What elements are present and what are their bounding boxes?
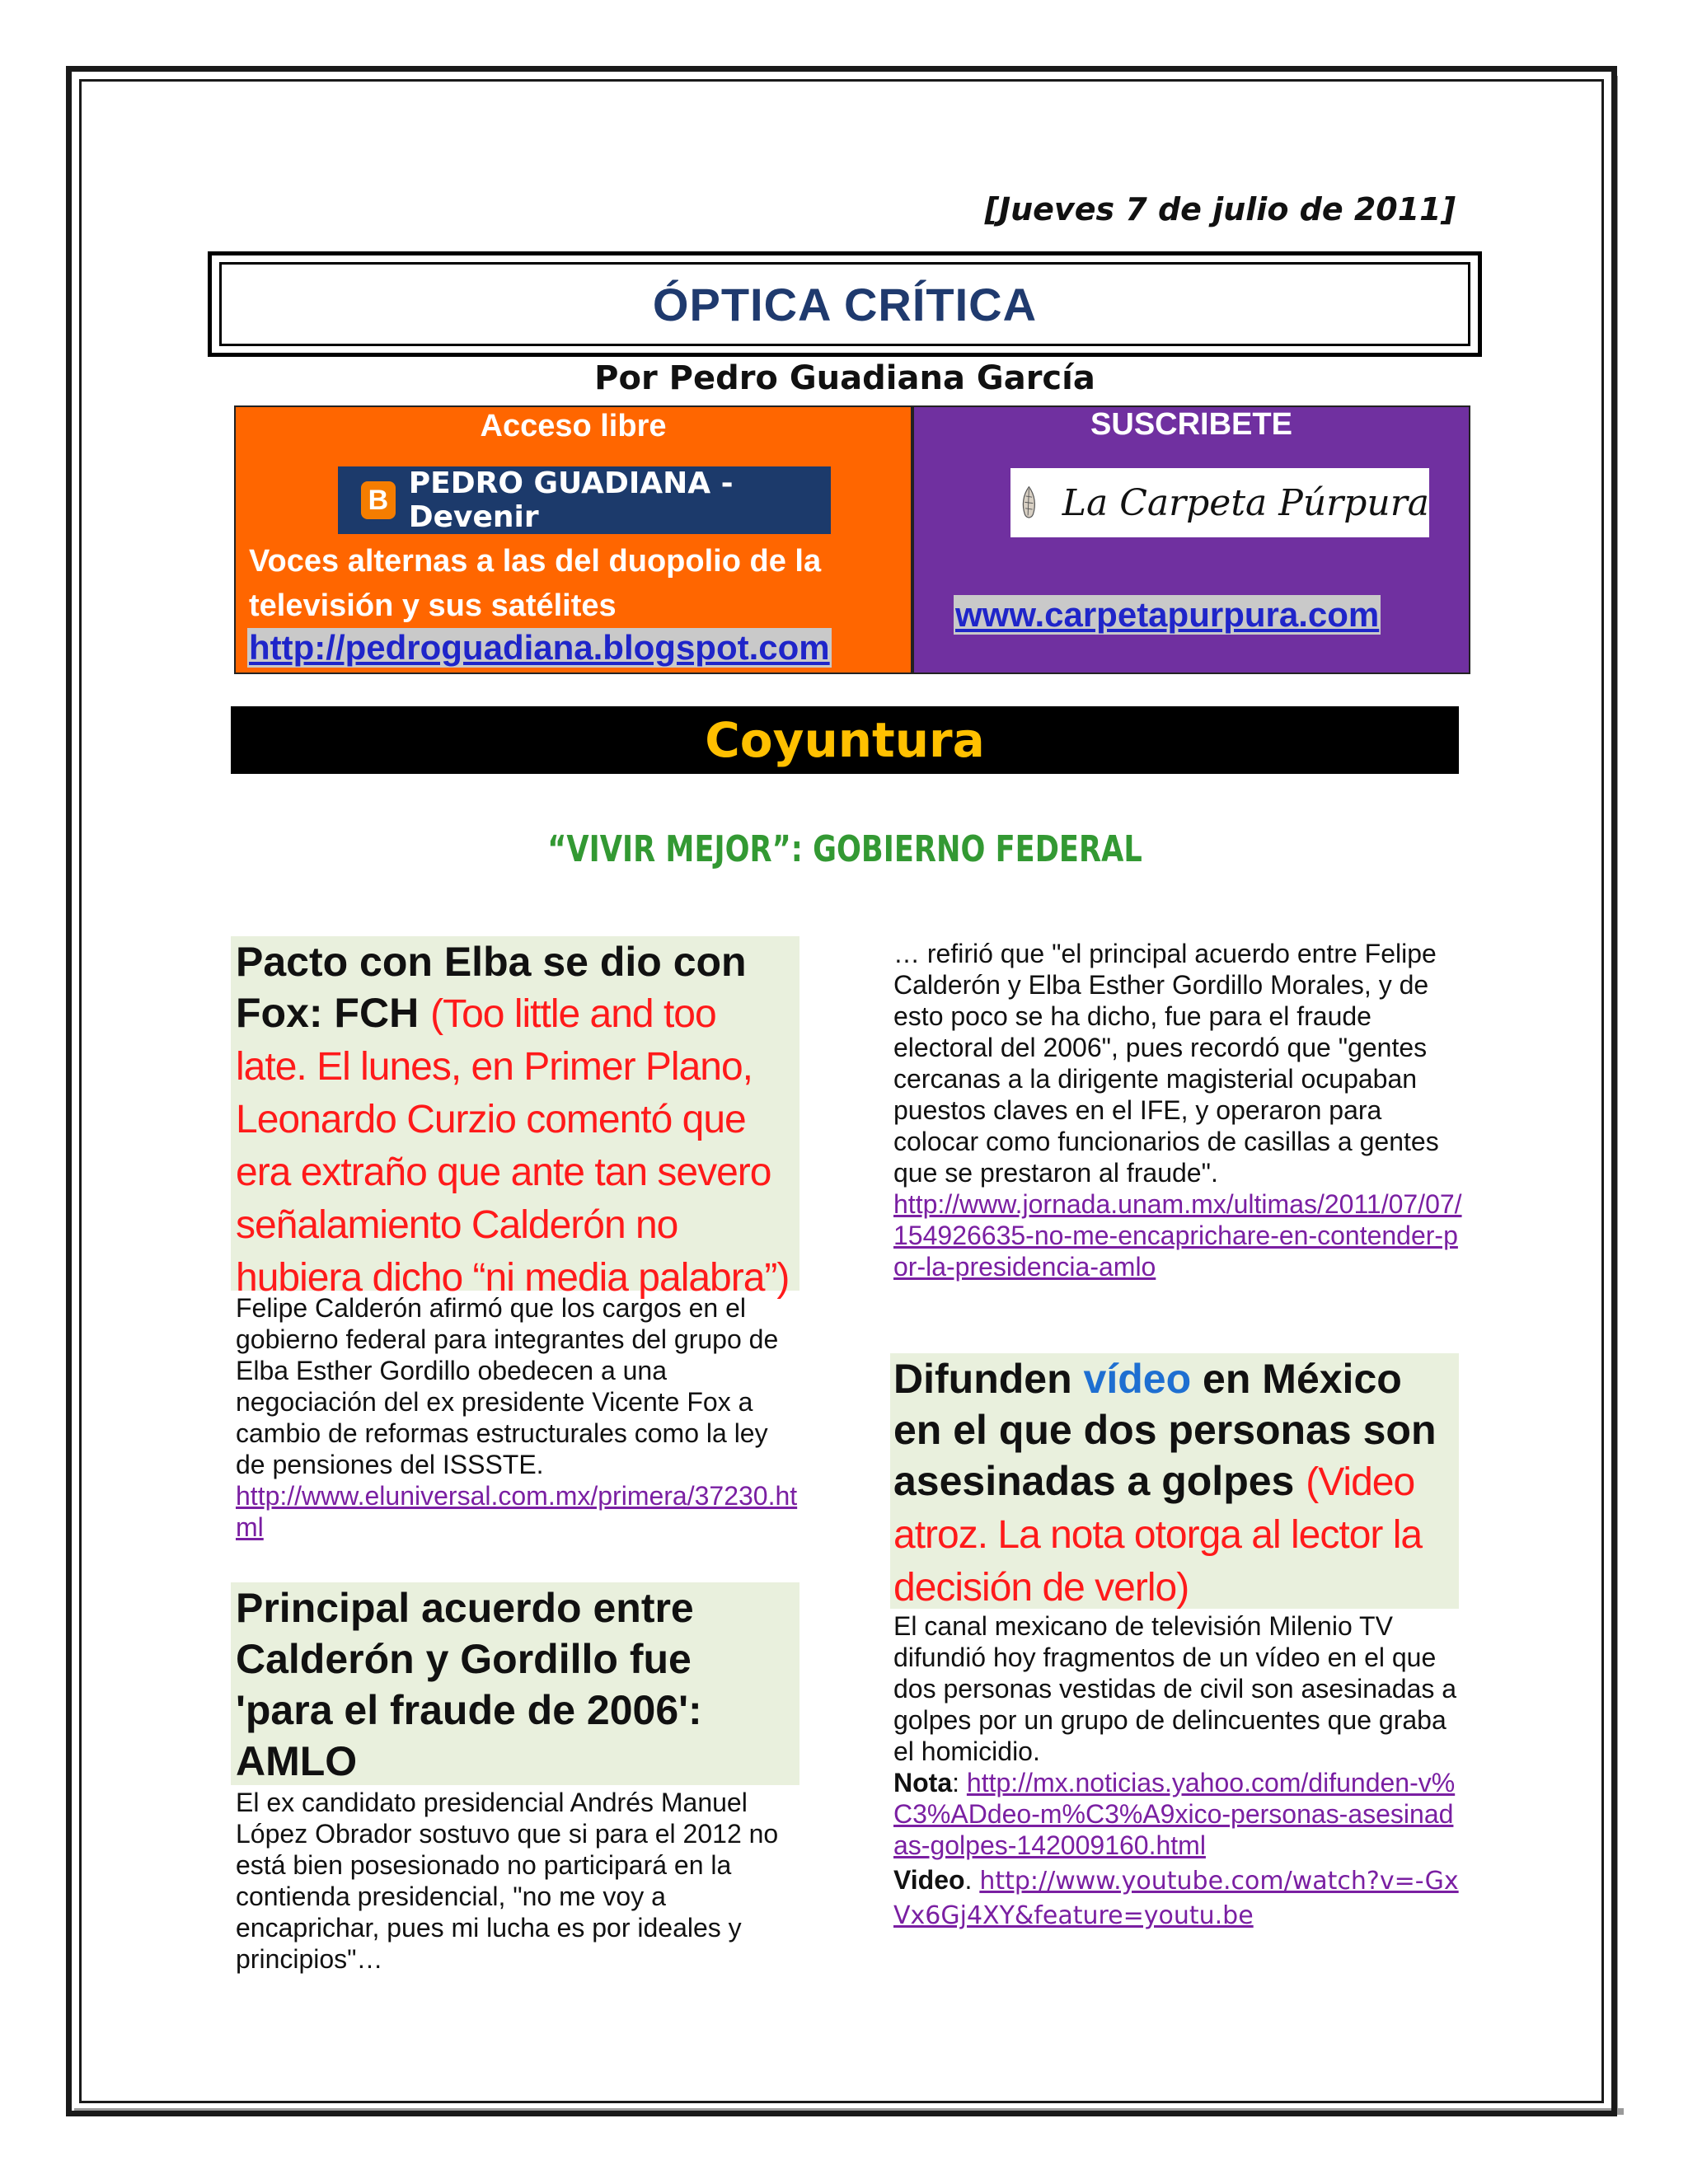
issue-date: [Jueves 7 de julio de 2011] bbox=[984, 191, 1456, 227]
blogger-icon: B bbox=[361, 481, 396, 519]
article-headline-highlight: vídeo bbox=[1083, 1356, 1192, 1402]
newsletter-title: ÓPTICA CRÍTICA bbox=[652, 278, 1038, 330]
article-link[interactable]: http://www.jornada.unam.mx/ultimas/2011/07/07/154926635-no-me-encaprichare-en-contender-por-la-presidencia-amlo bbox=[893, 1189, 1462, 1282]
article-body-text: El canal mexicano de televisión Milenio TV difundió hoy fragmentos de un vídeo en el que dos personas vestidas de civil son asesinadas a golpes por un grupo de delincuentes que graba el homicidio. bbox=[893, 1611, 1457, 1766]
shell-icon bbox=[1019, 474, 1039, 532]
promo-blog-tagline: Voces alternas a las del duopolio de la televisión y sus satélites bbox=[249, 544, 822, 623]
video-label: Video bbox=[893, 1865, 965, 1895]
article-link[interactable]: http://www.eluniversal.com.mx/primera/37230.html bbox=[236, 1481, 798, 1542]
article-headline bbox=[236, 936, 796, 1304]
article-comment: (Video atroz. La nota otorga al lector la decisión de verlo) bbox=[893, 1460, 1423, 1610]
byline: Por Pedro Guadiana García bbox=[594, 359, 1095, 397]
video-link[interactable]: http://www.youtube.com/watch?v=-GxVx6Gj4XY&feature=youtu.be bbox=[893, 1867, 1459, 1930]
article-body bbox=[236, 1292, 804, 1543]
section-title: Coyuntura bbox=[705, 712, 985, 768]
video-line: Video. http://www.youtube.com/watch?v=-GxVx6Gj4XY&feature=youtu.be bbox=[893, 1865, 1459, 1930]
article-continuation-text: … refirió que "el principal acuerdo entre Felipe Calderón y Elba Esther Gordillo Morales, y de esto poco se ha dicho, fue para el fraude electoral del 2006", pues recordó que "gentes cercanas a la dirigente magisterial ocupaban puestos claves en el IFE, y operaron para colocar como funcionarios de casillas a gentes que se prestaron al fraude". bbox=[893, 939, 1439, 1188]
article-headline-part: en México en el que dos personas son asesinadas a golpes bbox=[893, 1356, 1437, 1504]
article-headline-text: Pacto con Elba se dio con Fox: FCH bbox=[236, 939, 747, 1036]
nota-link[interactable]: http://mx.noticias.yahoo.com/difunden-v%C3%ADdeo-m%C3%A9xico-personas-asesinadas-golpes-142009160.html bbox=[893, 1768, 1456, 1860]
carpeta-purpura-logo[interactable] bbox=[1010, 468, 1429, 537]
blog-badge-label: PEDRO GUADIANA - Devenir bbox=[408, 466, 734, 534]
title-box bbox=[219, 262, 1470, 346]
carpeta-link[interactable]: www.carpetapurpura.com bbox=[955, 595, 1380, 634]
promo-subscribe-heading: SUSCRIBETE bbox=[1090, 407, 1292, 442]
carpeta-logo-text: La Carpeta Púrpura bbox=[1062, 481, 1429, 524]
article-continuation bbox=[893, 938, 1462, 1282]
main-headline: “VIVIR MEJOR”: GOBIERNO FEDERAL bbox=[547, 828, 1142, 870]
nota-line: Nota: http://mx.noticias.yahoo.com/difunden-v%C3%ADdeo-m%C3%A9xico-personas-asesinadas-golpes-142009160.html bbox=[893, 1768, 1456, 1860]
article-comment: (Too little and too late. El lunes, en Primer Plano, Leonardo Curzio comentó que era extraño que ante tan severo señalamiento Calderón no hubiera dicho “ni media palabra”) bbox=[236, 992, 790, 1300]
article-body bbox=[893, 1610, 1462, 1933]
article-headline-part: Difunden bbox=[893, 1356, 1072, 1402]
article-body-text: Felipe Calderón afirmó que los cargos en el gobierno federal para integrantes del grupo de Elba Esther Gordillo obedecen a una negociación del ex presidente Vicente Fox a cambio de reformas estructurales como la ley de pensiones del ISSSTE. bbox=[236, 1293, 779, 1479]
section-bar bbox=[231, 706, 1459, 774]
article-headline: Principal acuerdo entre Calderón y Gordillo fue 'para el fraude de 2006': AMLO bbox=[236, 1585, 702, 1784]
blog-link[interactable]: http://pedroguadiana.blogspot.com bbox=[249, 628, 830, 667]
nota-label: Nota bbox=[893, 1768, 953, 1797]
promo-blog-heading: Acceso libre bbox=[480, 409, 667, 443]
article-body: El ex candidato presidencial Andrés Manuel López Obrador sostuvo que si para el 2012 no está bien posesionado no participará en la contienda presidencial, "no me voy a encaprichar, pues mi lucha es por ideales y principios"… bbox=[236, 1788, 779, 1974]
blog-badge[interactable] bbox=[338, 466, 831, 534]
article-headline bbox=[893, 1353, 1457, 1614]
